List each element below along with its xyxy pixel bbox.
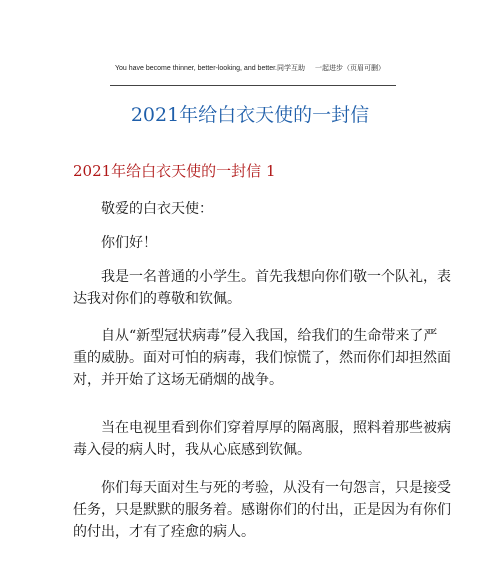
salutation-paragraph (73, 198, 433, 220)
paragraph-line: 我是一名普通的小学生。首先我想向你们敬一个队礼，表 (101, 269, 451, 285)
body-paragraph (73, 325, 451, 391)
paragraph-line: 任务，只是默默的服务着。感谢你们的付出，正是因为有你们 (73, 502, 451, 518)
paragraph-line: 敬爱的白衣天使： (101, 201, 213, 217)
paragraph-line: 对，并开始了这场无硝烟的战争。 (73, 372, 283, 388)
paragraph-line: 达我对你们的尊敬和钦佩。 (73, 291, 241, 307)
body-paragraph (73, 417, 451, 461)
paragraph-line: 你们好！ (101, 235, 157, 251)
header-divider (110, 85, 396, 86)
paragraph-line: 自从“新型冠状病毒”侵入我国，给我们的生命带来了严 (101, 328, 438, 344)
page-header (0, 63, 500, 73)
header-right-text: 一起进步（页眉可删） (315, 65, 386, 72)
paragraph-line: 当在电视里看到你们穿着厚厚的隔离服，照料着那些被病 (101, 420, 451, 436)
document-title: 2021年给白衣天使的一封信 (130, 104, 370, 126)
paragraph-line: 的付出，才有了痊愈的病人。 (73, 524, 255, 540)
paragraph-line: 重的威胁。面对可怕的病毒，我们惊慌了，然而你们却担然面 (73, 350, 451, 366)
body-paragraph (73, 477, 451, 543)
body-paragraph (73, 266, 451, 310)
greeting-paragraph (73, 232, 433, 254)
header-left-text: You have become thinner, better-looking, and better.同学互助 (114, 65, 306, 72)
section-heading: 2021年给白衣天使的一封信 1 (73, 162, 276, 180)
paragraph-line: 你们每天面对生与死的考验，从没有一句怨言，只是接受 (101, 480, 451, 496)
paragraph-line: 毒入侵的病人时，我从心底感到钦佩。 (73, 442, 311, 458)
